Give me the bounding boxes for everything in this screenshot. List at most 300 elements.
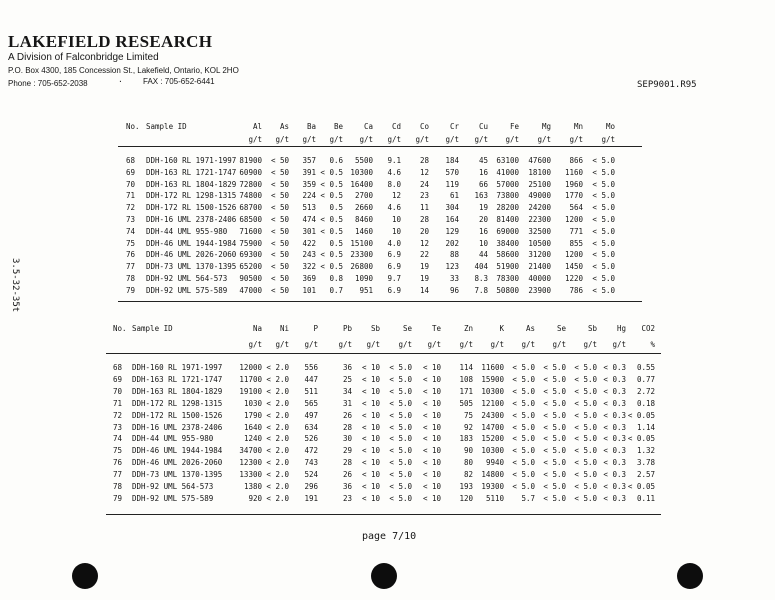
table-cell: 92 <box>463 422 473 432</box>
table-rule-top <box>118 146 642 147</box>
sample-id: DDH-46 UML 2026-2060 <box>132 458 223 468</box>
row-number: 76 <box>113 458 123 468</box>
table-cell: 10500 <box>528 238 551 248</box>
table-cell: < 50 <box>270 191 289 201</box>
row-number: 79 <box>113 493 123 503</box>
table-cell: < 10 <box>422 493 441 503</box>
sample-id: DDH-73 UML 1370-1395 <box>132 470 223 480</box>
table-cell: 163 <box>474 191 488 201</box>
table-cell: < 10 <box>422 446 441 456</box>
table-cell: 8460 <box>354 215 373 224</box>
column-unit: g/t <box>505 135 519 144</box>
row-number: 74 <box>126 226 136 236</box>
table-cell: 26 <box>342 410 352 420</box>
column-header: CO2 <box>641 324 655 333</box>
sample-id: DDH-92 UML 564-573 <box>132 482 214 491</box>
table-cell: 0.18 <box>636 398 655 408</box>
sample-id: DDH-163 RL 1721-1747 <box>132 374 223 384</box>
table-cell: < 0.5 <box>320 191 343 201</box>
table-cell: < 5.0 <box>512 470 535 480</box>
table-cell: < 5.0 <box>592 238 615 248</box>
sample-id: DDH-44 UML 955-980 <box>132 434 214 444</box>
table-cell: 129 <box>445 226 459 236</box>
table-cell: 29 <box>342 446 352 456</box>
table-cell: < 10 <box>422 422 441 432</box>
punch-hole-left <box>72 563 98 589</box>
column-header: Mn <box>573 122 583 131</box>
table-cell: < 2.0 <box>266 422 289 432</box>
table-cell: 164 <box>445 215 459 224</box>
column-unit: g/t <box>552 340 566 349</box>
table-cell: 1220 <box>564 274 583 283</box>
column-unit: g/t <box>338 340 352 349</box>
page-number: page 7/10 <box>362 531 417 542</box>
table-cell: 18100 <box>528 167 551 177</box>
table-cell: < 5.0 <box>592 203 615 213</box>
table-cell: 497 <box>304 410 318 420</box>
column-header: Sb <box>370 324 380 333</box>
table-cell: < 5.0 <box>574 482 597 491</box>
table-cell: < 0.3 <box>603 446 626 456</box>
table-cell: 28 <box>342 458 352 468</box>
company-phone: Phone : 705-652-2038 <box>8 79 88 88</box>
table-cell: 12000 <box>239 363 262 372</box>
column-unit: g/t <box>569 135 583 144</box>
table-cell: < 10 <box>361 374 380 384</box>
table-cell: < 50 <box>270 262 289 272</box>
table-cell: 81400 <box>496 215 519 224</box>
table-cell: 5110 <box>485 493 504 503</box>
table-cell: < 0.3 <box>603 482 626 491</box>
table-cell: < 5.0 <box>389 398 412 408</box>
column-unit: g/t <box>329 135 343 144</box>
table-cell: 68700 <box>239 203 262 213</box>
table-cell: 19 <box>478 203 488 213</box>
table-cell: < 0.3 <box>603 398 626 408</box>
table-cell: < 5.0 <box>574 410 597 420</box>
table-cell: < 5.0 <box>592 167 615 177</box>
table-cell: 1.32 <box>636 446 655 456</box>
table-cell: 25100 <box>528 179 551 189</box>
table-cell: 101 <box>302 285 316 295</box>
table-cell: 786 <box>569 285 583 295</box>
table-cell: 65200 <box>239 262 262 272</box>
column-unit: g/t <box>427 340 441 349</box>
table-cell: < 0.5 <box>320 226 343 236</box>
table-cell: 9.7 <box>387 274 401 283</box>
column-header: Sample ID <box>146 122 187 131</box>
row-number: 69 <box>113 374 123 384</box>
table-cell: 58600 <box>496 250 519 260</box>
column-header: Ca <box>363 122 373 131</box>
punch-hole-center <box>371 563 397 589</box>
table-cell: < 0.3 <box>603 363 626 372</box>
table-cell: 23 <box>342 493 352 503</box>
table-cell: 69300 <box>239 250 262 260</box>
table-cell: 15100 <box>350 238 373 248</box>
column-unit: g/t <box>490 340 504 349</box>
table-cell: 88 <box>449 250 459 260</box>
table-cell: 0.55 <box>636 363 655 372</box>
table-cell: 556 <box>304 363 318 372</box>
table-cell: < 5.0 <box>543 374 566 384</box>
table-cell: < 0.05 <box>627 410 655 420</box>
table-cell: 47600 <box>528 156 551 165</box>
table-cell: < 50 <box>270 179 289 189</box>
table-cell: 26 <box>342 470 352 480</box>
table-cell: < 0.5 <box>320 215 343 224</box>
table-cell: 31200 <box>528 250 551 260</box>
table-cell: < 0.3 <box>603 470 626 480</box>
table-cell: 19 <box>419 262 429 272</box>
table-cell: 123 <box>445 262 459 272</box>
table-cell: 60900 <box>239 167 262 177</box>
column-unit: g/t <box>275 340 289 349</box>
table-cell: 171 <box>459 386 473 396</box>
table-cell: 951 <box>359 285 373 295</box>
table-cell: 634 <box>304 422 318 432</box>
table-cell: 28200 <box>496 203 519 213</box>
column-header: Te <box>431 324 441 333</box>
table-cell: < 50 <box>270 226 289 236</box>
table-cell: 72800 <box>239 179 262 189</box>
table-cell: < 5.0 <box>389 422 412 432</box>
document-reference: SEP9001.R95 <box>637 80 697 90</box>
column-unit: g/t <box>387 135 401 144</box>
sample-id: DDH-172 RL 1500-1526 <box>146 203 237 213</box>
row-number: 70 <box>126 179 136 189</box>
table-cell: 33 <box>449 274 459 283</box>
company-address: P.O. Box 4300, 185 Concession St., Lakefield, Ontario, KOL 2HO <box>8 66 239 75</box>
table-cell: 1.14 <box>636 422 655 432</box>
table-cell: 357 <box>302 156 316 165</box>
column-unit: g/t <box>304 340 318 349</box>
table-cell: < 0.3 <box>603 434 626 444</box>
column-unit: g/t <box>398 340 412 349</box>
table-cell: < 2.0 <box>266 398 289 408</box>
table-cell: 78300 <box>496 274 519 283</box>
table-cell: < 50 <box>270 274 289 283</box>
table-cell: < 10 <box>422 363 441 372</box>
column-header: Se <box>556 324 566 333</box>
table-cell: < 5.0 <box>592 250 615 260</box>
table-cell: 6.9 <box>387 262 401 272</box>
table-cell: 1460 <box>354 226 373 236</box>
table-cell: < 5.0 <box>543 422 566 432</box>
column-header: Al <box>252 122 262 131</box>
table-cell: 10 <box>391 215 401 224</box>
table-cell: 1960 <box>564 179 583 189</box>
company-division: A Division of Falconbridge Limited <box>8 52 159 63</box>
table-cell: 20 <box>419 226 429 236</box>
table-cell: 28 <box>342 422 352 432</box>
table-cell: < 0.3 <box>603 386 626 396</box>
table-cell: < 10 <box>361 446 380 456</box>
table-cell: < 2.0 <box>266 434 289 444</box>
row-number: 75 <box>113 446 123 456</box>
column-header: Mg <box>541 122 551 131</box>
table-cell: 8.0 <box>387 179 401 189</box>
sample-id: DDH-16 UML 2378-2406 <box>132 422 223 432</box>
table-cell: < 5.0 <box>543 482 566 491</box>
table-cell: < 5.0 <box>543 458 566 468</box>
column-header: Co <box>419 122 429 131</box>
table-cell: < 5.0 <box>389 374 412 384</box>
table-cell: 301 <box>302 226 316 236</box>
column-unit: g/t <box>445 135 459 144</box>
table-cell: 11600 <box>481 363 504 372</box>
table-cell: 11700 <box>239 374 262 384</box>
column-header: Sb <box>587 324 597 333</box>
column-unit: g/t <box>612 340 626 349</box>
table-cell: < 5.0 <box>574 434 597 444</box>
table-cell: 1640 <box>243 422 262 432</box>
column-unit: g/t <box>415 135 429 144</box>
table-cell: 0.11 <box>636 493 655 503</box>
column-unit: g/t <box>459 340 473 349</box>
table-cell: < 10 <box>361 363 380 372</box>
table-cell: < 5.0 <box>389 434 412 444</box>
table-cell: < 5.0 <box>592 226 615 236</box>
row-number: 73 <box>113 422 123 432</box>
column-unit: g/t <box>537 135 551 144</box>
table-cell: < 10 <box>422 398 441 408</box>
row-number: 78 <box>126 274 136 283</box>
table-cell: 1160 <box>564 167 583 177</box>
table-cell: < 50 <box>270 167 289 177</box>
table-cell: < 5.0 <box>389 363 412 372</box>
row-number: 79 <box>126 285 136 295</box>
row-number: 78 <box>113 482 123 491</box>
table-cell: < 5.0 <box>543 363 566 372</box>
table-cell: < 5.0 <box>543 410 566 420</box>
table-cell: 11 <box>419 203 429 213</box>
table-cell: < 5.0 <box>592 274 615 283</box>
table-cell: 369 <box>302 274 316 283</box>
table-cell: 19 <box>419 274 429 283</box>
column-unit: g/t <box>583 340 597 349</box>
table-cell: 224 <box>302 191 316 201</box>
sample-id: DDH-172 RL 1298-1315 <box>146 191 237 201</box>
table-cell: 23 <box>419 191 429 201</box>
table-cell: 13300 <box>239 470 262 480</box>
table-cell: 26800 <box>350 262 373 272</box>
table-cell: 21400 <box>528 262 551 272</box>
table-cell: < 5.0 <box>574 422 597 432</box>
table-cell: 96 <box>449 285 459 295</box>
table-rule-top <box>106 353 661 354</box>
column-unit: g/t <box>359 135 373 144</box>
sample-id: DDH-46 UML 1944-1984 <box>132 446 223 456</box>
column-header: Ba <box>306 122 316 131</box>
table-cell: 51900 <box>496 262 519 272</box>
table-cell: 14800 <box>481 470 504 480</box>
table-cell: < 5.0 <box>574 386 597 396</box>
table-cell: 1090 <box>354 274 373 283</box>
column-unit: g/t <box>275 135 289 144</box>
table-cell: < 10 <box>422 410 441 420</box>
table-cell: < 5.0 <box>389 446 412 456</box>
column-header: Cu <box>478 122 488 131</box>
table-cell: 23300 <box>350 250 373 260</box>
column-header: Hg <box>616 324 626 333</box>
sample-id: DDH-92 UML 564-573 <box>146 274 228 283</box>
table-cell: < 10 <box>422 386 441 396</box>
table-rule-bottom <box>118 301 642 302</box>
table-cell: < 5.0 <box>592 156 615 165</box>
table-cell: < 50 <box>270 238 289 248</box>
row-number: 77 <box>113 470 123 480</box>
column-header: As <box>279 122 289 131</box>
table-cell: < 2.0 <box>266 482 289 491</box>
column-unit: g/t <box>366 340 380 349</box>
table-cell: 28 <box>419 215 429 224</box>
table-cell: < 2.0 <box>266 458 289 468</box>
column-header: Pb <box>342 324 352 333</box>
column-unit: g/t <box>248 340 262 349</box>
punch-hole-right <box>677 563 703 589</box>
table-cell: 511 <box>304 386 318 396</box>
row-number: 68 <box>113 363 123 372</box>
table-cell: 322 <box>302 262 316 272</box>
column-unit: g/t <box>474 135 488 144</box>
table-cell: < 5.0 <box>574 458 597 468</box>
table-cell: < 10 <box>361 493 380 503</box>
table-cell: 564 <box>569 203 583 213</box>
table-cell: < 10 <box>361 422 380 432</box>
table-cell: 15900 <box>481 374 504 384</box>
table-cell: 524 <box>304 470 318 480</box>
table-cell: 63100 <box>496 156 519 165</box>
table-cell: < 0.5 <box>320 179 343 189</box>
table-cell: 15200 <box>481 434 504 444</box>
table-cell: 16 <box>478 226 488 236</box>
table-cell: < 5.0 <box>574 398 597 408</box>
table-cell: < 5.0 <box>512 434 535 444</box>
table-cell: 1030 <box>243 398 262 408</box>
sample-id: DDH-160 RL 1971-1997 <box>132 363 223 372</box>
separator-dot: · <box>118 77 123 86</box>
row-number: 74 <box>113 434 123 444</box>
row-number: 77 <box>126 262 136 272</box>
table-cell: < 10 <box>422 434 441 444</box>
table-cell: < 5.0 <box>574 470 597 480</box>
table-cell: 50800 <box>496 285 519 295</box>
column-header: No. <box>126 122 140 131</box>
table-cell: 422 <box>302 238 316 248</box>
table-cell: 0.5 <box>329 238 343 248</box>
table-cell: 5500 <box>354 156 373 165</box>
column-header: Fe <box>509 122 519 131</box>
table-cell: < 5.0 <box>389 470 412 480</box>
table-cell: < 5.0 <box>512 410 535 420</box>
table-cell: 472 <box>304 446 318 456</box>
table-cell: 4.6 <box>387 203 401 213</box>
column-header: Zn <box>463 324 473 333</box>
table-cell: < 0.5 <box>320 262 343 272</box>
row-number: 75 <box>126 238 136 248</box>
sample-id: DDH-163 RL 1721-1747 <box>146 167 237 177</box>
column-header: Na <box>252 324 262 333</box>
table-cell: < 10 <box>361 386 380 396</box>
table-cell: 34700 <box>239 446 262 456</box>
column-unit: g/t <box>521 340 535 349</box>
table-cell: 0.77 <box>636 374 655 384</box>
table-cell: 23900 <box>528 285 551 295</box>
table-cell: < 5.0 <box>389 410 412 420</box>
table-cell: 73800 <box>496 191 519 201</box>
table-cell: < 0.3 <box>603 422 626 432</box>
table-cell: < 5.0 <box>389 386 412 396</box>
table-cell: 243 <box>302 250 316 260</box>
table-cell: 202 <box>445 238 459 248</box>
table-cell: 526 <box>304 434 318 444</box>
margin-handwritten-code: 3.5-32-35t <box>10 258 20 313</box>
table-cell: 10 <box>478 238 488 248</box>
column-header: Be <box>333 122 343 131</box>
table-cell: 7.8 <box>474 285 488 295</box>
row-number: 70 <box>113 386 123 396</box>
table-cell: < 10 <box>422 470 441 480</box>
table-cell: 80 <box>463 458 473 468</box>
table-cell: 49000 <box>528 191 551 201</box>
table-cell: 4.0 <box>387 238 401 248</box>
table-cell: < 0.3 <box>603 410 626 420</box>
table-cell: 12 <box>419 167 429 177</box>
table-cell: 28 <box>419 156 429 165</box>
column-unit: g/t <box>302 135 316 144</box>
table-cell: 5.7 <box>521 493 535 503</box>
table-cell: < 2.0 <box>266 470 289 480</box>
table-cell: 36 <box>342 363 352 372</box>
table-cell: 570 <box>445 167 459 177</box>
table-cell: < 10 <box>361 434 380 444</box>
column-header: Sample ID <box>132 324 173 333</box>
table-cell: 120 <box>459 493 473 503</box>
table-cell: < 10 <box>422 458 441 468</box>
table-cell: 9.1 <box>387 156 401 165</box>
table-cell: 0.5 <box>329 203 343 213</box>
table-cell: 19100 <box>239 386 262 396</box>
column-header: Se <box>402 324 412 333</box>
table-cell: 108 <box>459 374 473 384</box>
table-cell: < 5.0 <box>512 458 535 468</box>
table-cell: 565 <box>304 398 318 408</box>
table-cell: 57000 <box>496 179 519 189</box>
table-cell: < 10 <box>361 470 380 480</box>
table-cell: 90500 <box>239 274 262 283</box>
table-cell: < 5.0 <box>512 482 535 491</box>
row-number: 72 <box>126 203 136 213</box>
table-cell: < 5.0 <box>512 363 535 372</box>
table-cell: 771 <box>569 226 583 236</box>
table-cell: 66 <box>478 179 488 189</box>
table-cell: 474 <box>302 215 316 224</box>
column-header: Ni <box>279 324 289 333</box>
table-cell: < 10 <box>361 398 380 408</box>
sample-id: DDH-73 UML 1370-1395 <box>146 262 237 272</box>
column-unit: g/t <box>248 135 262 144</box>
table-cell: < 2.0 <box>266 363 289 372</box>
table-cell: < 5.0 <box>543 386 566 396</box>
table-cell: 855 <box>569 238 583 248</box>
table-cell: 191 <box>304 493 318 503</box>
table-cell: < 10 <box>361 410 380 420</box>
table-cell: 4.6 <box>387 167 401 177</box>
row-number: 71 <box>113 398 123 408</box>
table-cell: < 0.05 <box>627 434 655 444</box>
table-cell: 2.57 <box>636 470 655 480</box>
